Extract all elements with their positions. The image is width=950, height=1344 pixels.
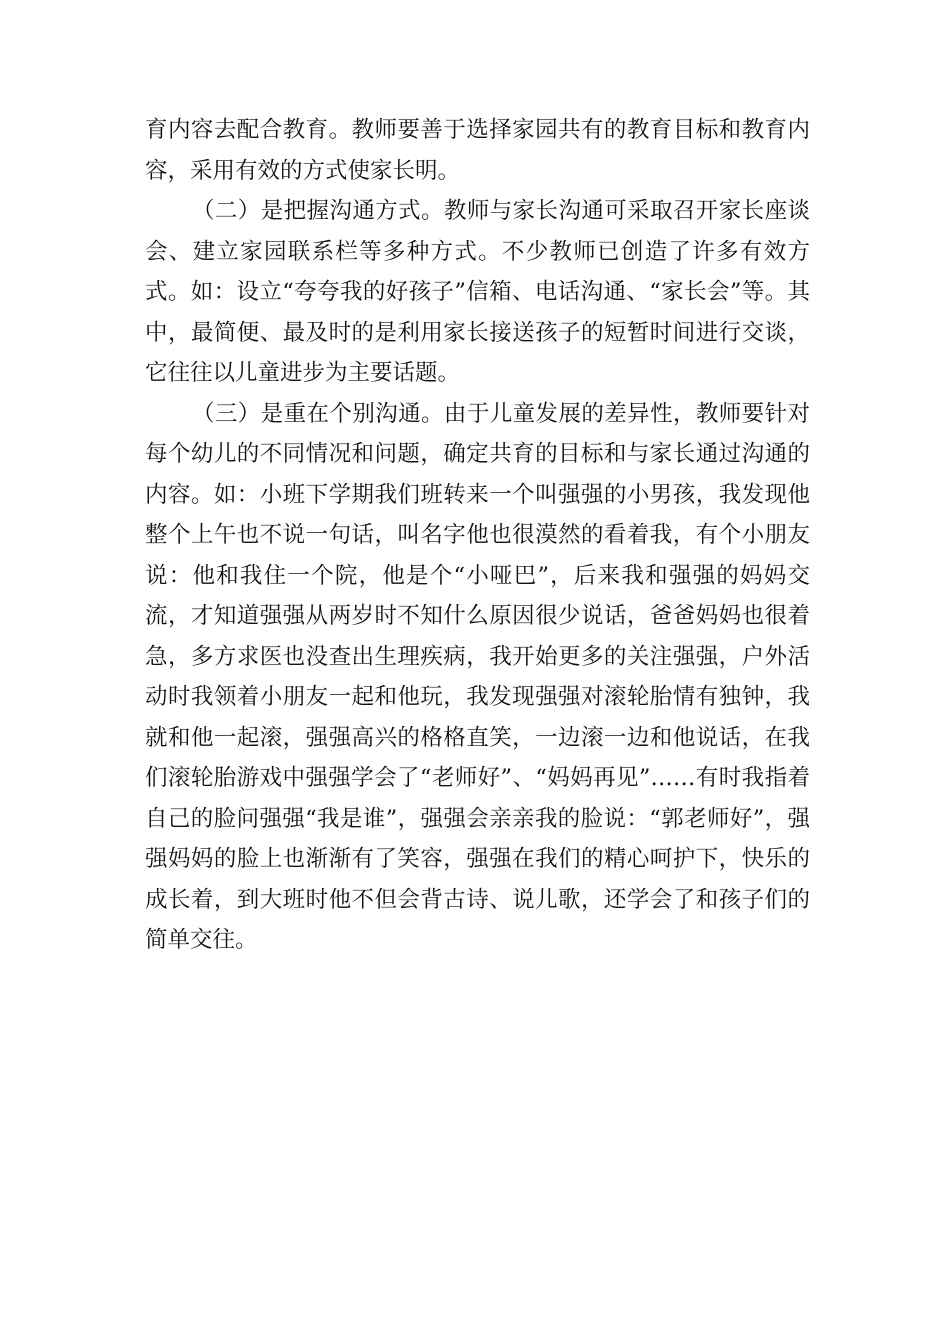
- text-line: 们滚轮胎游戏中强强学会了“老师好”、“妈妈再见”……有时我: [145, 765, 765, 791]
- text-line: 育内容去配合教育。教师要善于选择家园共有的教育目标和教育内: [145, 117, 810, 143]
- text-line: 说：他和我住一个院，他是个“小哑巴”，后来我和强强的妈妈交: [145, 562, 810, 589]
- text-line: 好”，强强妈妈的脸上也渐渐有了笑容，强强在我们的精心呵护下，: [145, 805, 810, 872]
- text-line: 它往往以儿童进步为主要话题。: [145, 360, 461, 386]
- text-line: 快乐的成长着，到大班时他不但会背古诗、说儿歌，还学会了和孩: [145, 846, 810, 913]
- text-line: 会、建立家园联系栏等多种方式。不少教师已创造了许多有效方式。: [145, 238, 810, 305]
- text-line: 动时我领着小朋友一起和他玩，我发现强强对滚轮胎情有独钟，我: [145, 684, 810, 710]
- text-line: 容，采用有效的方式使家长明。: [145, 157, 461, 184]
- text-line: 内容。如：小班下学期我们班转来一个叫强强的小男孩，我发现他: [145, 481, 810, 508]
- paragraph-continuation: [145, 110, 810, 191]
- text-line: （三）是重在个别沟通。由于儿童发展的差异性，教师要针对: [192, 400, 810, 427]
- text-line: 就和他一起滚，强强高兴的格格直笑，一边滚一边和他说话，在我: [145, 724, 810, 751]
- text-line: 流，才知道强强从两岁时不知什么原因很少说话，爸爸妈妈也很着: [145, 603, 810, 629]
- text-line: 每个幼儿的不同情况和问题，确定共育的目标和与家长通过沟通的: [145, 441, 810, 467]
- text-line: 急，多方求医也没查出生理疾病，我开始更多的关注强强，户外活: [145, 643, 810, 670]
- text-line: 如：设立“夸夸我的好孩子”信箱、电话沟通、“家长会”等。其: [190, 279, 810, 305]
- text-line: 指着自己的脸问强强“我是谁”，强强会亲亲我的脸说：“郭老师: [145, 765, 810, 832]
- text-line: 整个上午也不说一句话，叫名字他也很漠然的看着我，有个小朋友: [145, 522, 810, 548]
- text-line: （二）是把握沟通方式。教师与家长沟通可采取召开家长座谈: [192, 198, 810, 224]
- document-page: [145, 110, 810, 961]
- paragraph-individual-communication: [145, 394, 810, 961]
- text-line: 中，最简便、最及时的是利用家长接送孩子的短暂时间进行交谈，: [145, 319, 810, 346]
- paragraph-communication-methods: [145, 191, 810, 394]
- text-line: 子们的简单交往。: [145, 886, 810, 953]
